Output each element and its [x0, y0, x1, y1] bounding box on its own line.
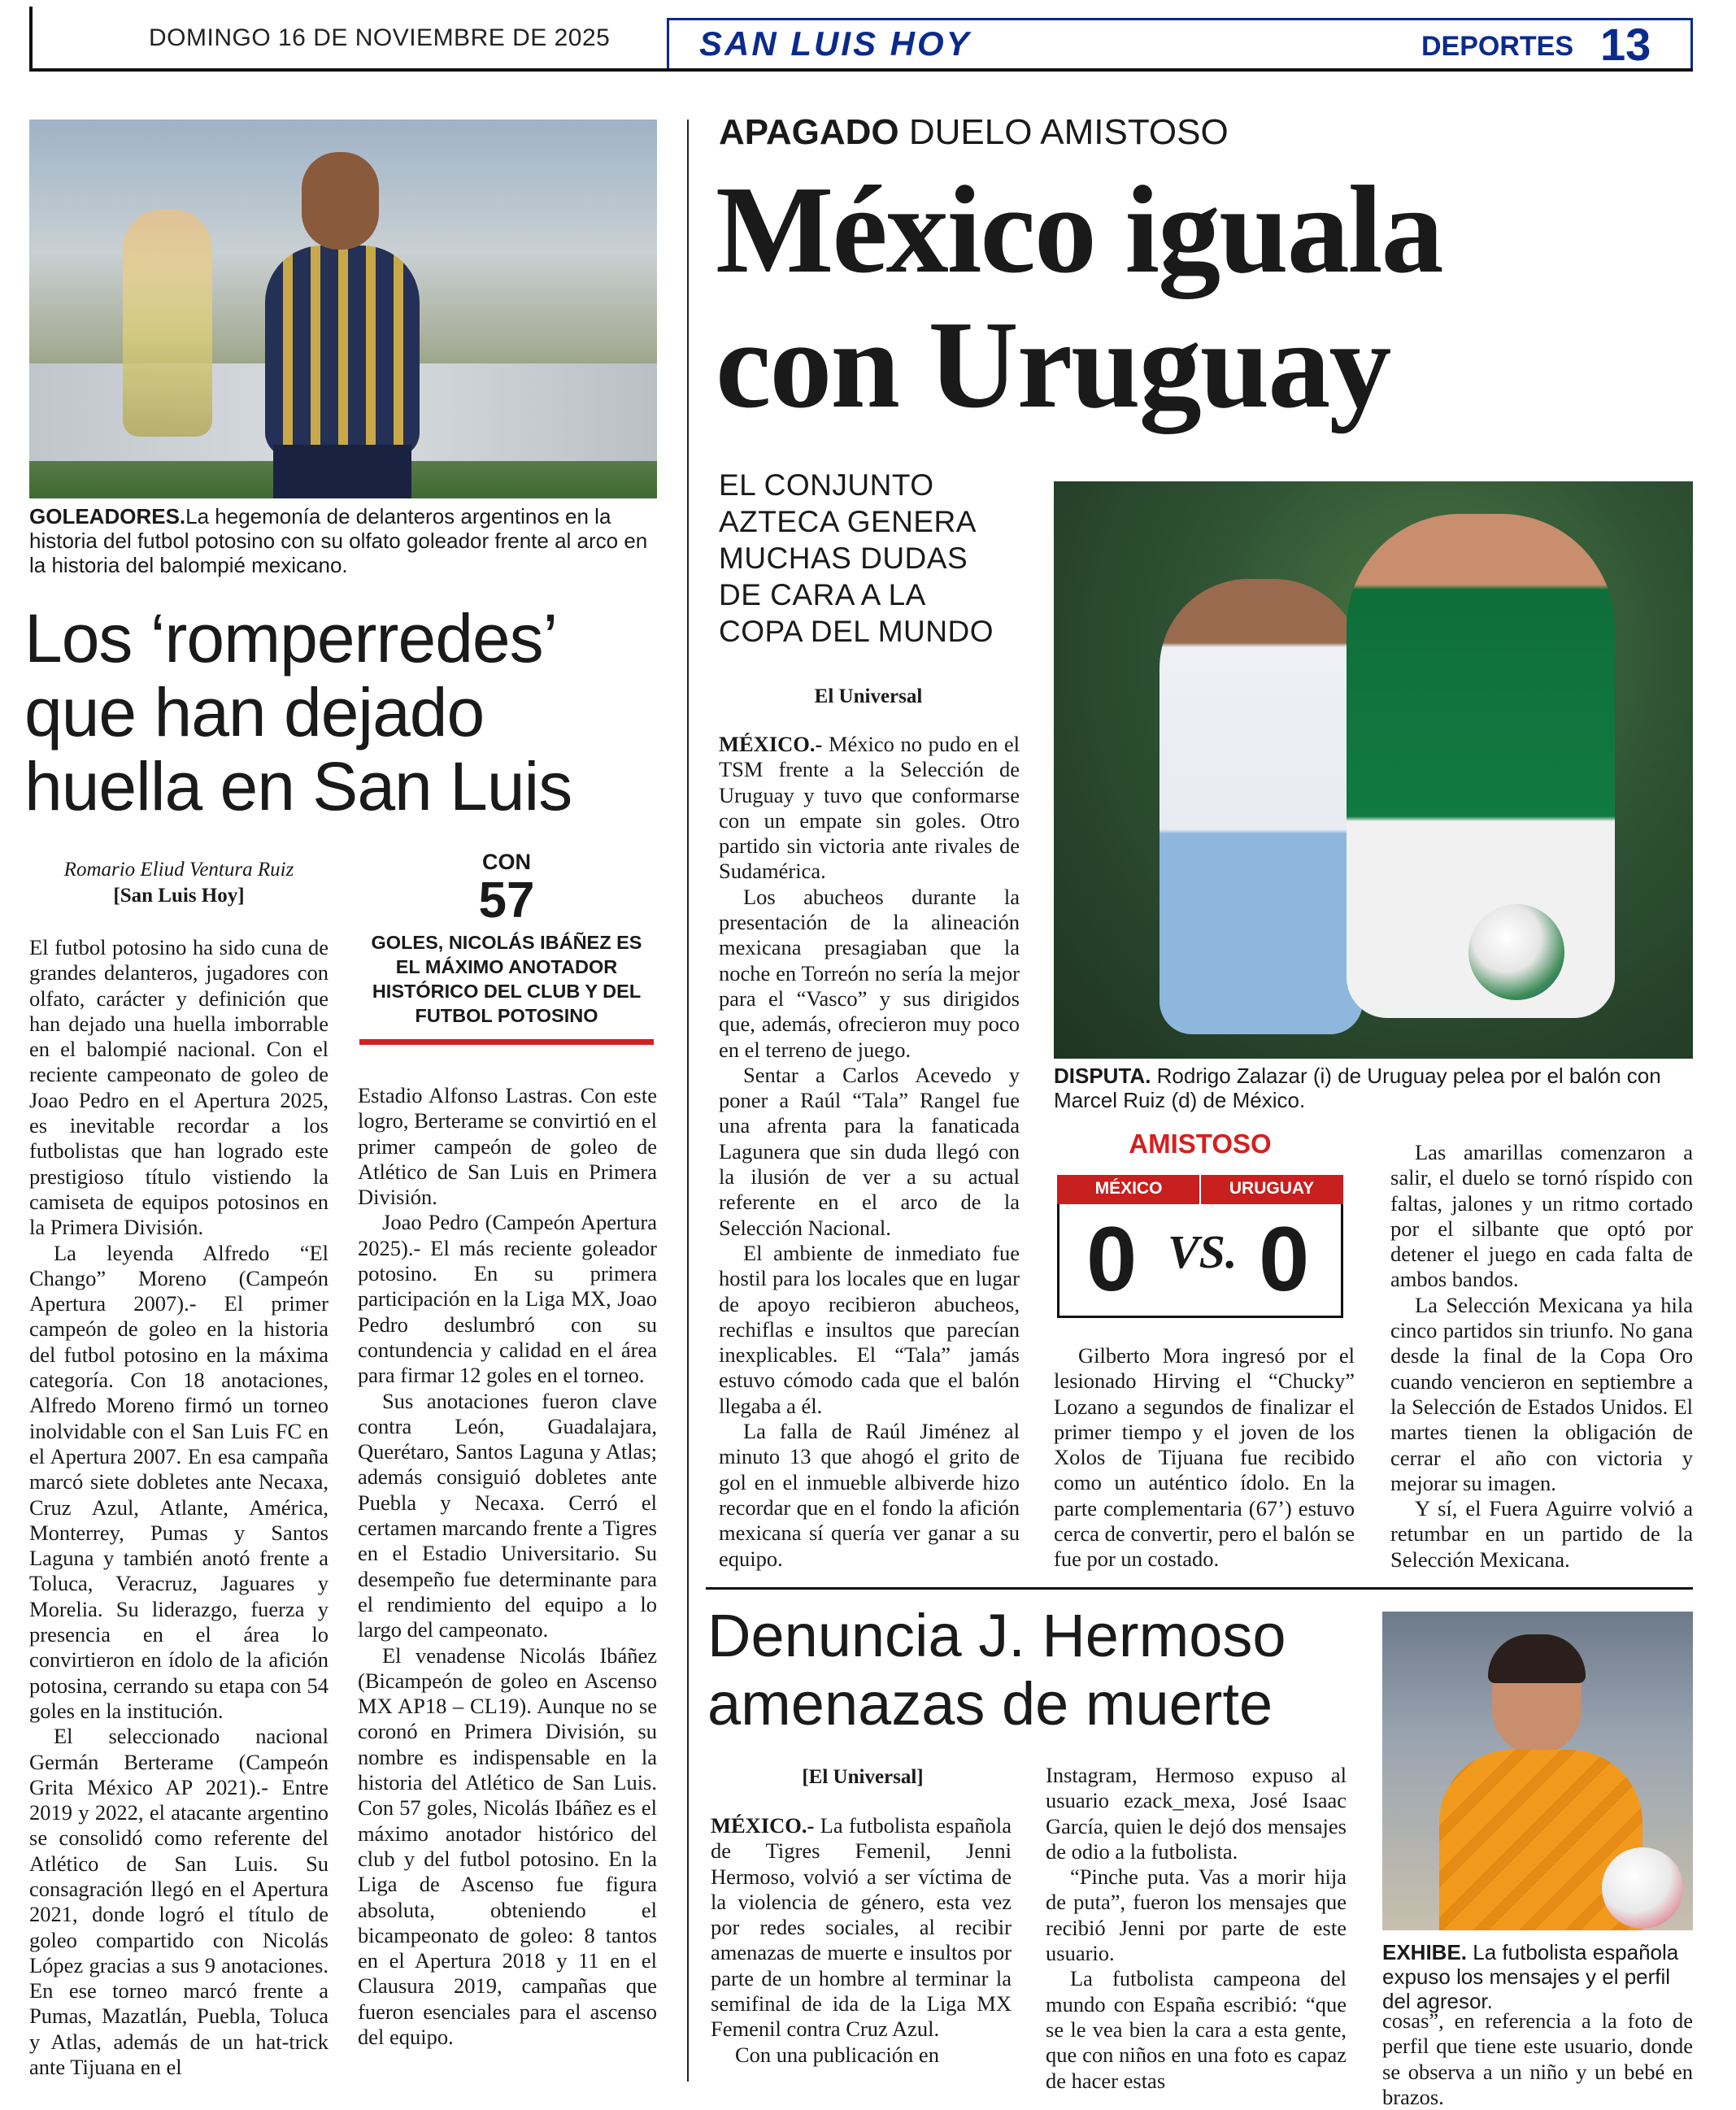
paragraph: Los abucheos durante la presentación de la alineación mexicana presagiaban que la noche en Torreón no sería la mejor para el “Vasco” y sus dirigidos que, además, ofrecieron muy poco en el terreno de juego.: [719, 884, 1020, 1062]
bottom-source: [El Universal]: [802, 1766, 924, 1788]
caption-lead: EXHIBE.: [1382, 1940, 1468, 1964]
paragraph: La Selección Mexicana ya hila cinco partidos sin triunfo. No gana desde la final de la Copa Oro cuando vencieron en septiembre a la Selección de Estados Unidos. El martes tienen la obligación de cerrar el año con victoria y mejorar su imagen.: [1390, 1292, 1693, 1495]
hermoso-photo: [1382, 1612, 1693, 1930]
section-divider: [706, 1587, 1693, 1590]
kicker-text: DUELO AMISTOSO: [908, 112, 1229, 152]
headline-line: amenazas de muerte: [707, 1670, 1273, 1738]
main-article-col2: [1054, 1343, 1355, 1571]
paragraph: [719, 732, 1020, 885]
player-right-head: [302, 152, 379, 250]
left-headline: [24, 602, 667, 824]
paragraph: Sus anotaciones fueron clave contra León, Guadalajara, Querétaro, Santos Laguna y Atlas; además consiguió dobletes ante Puebla y Necaxa. Cerró el certamen marcando frente a Tigres en el Estadio Universitario. Su desempeño fue determinante para el rendimiento del equipo a lo largo del campeonato.: [358, 1388, 657, 1642]
caption-lead: GOLEADORES.: [29, 504, 186, 529]
ball: [1602, 1847, 1683, 1929]
deck-line: MUCHAS DUDAS: [719, 542, 968, 575]
paragraph: Estadio Alfonso Lastras. Con este logro, Berterame se convirtió en el primer campeón de goleo de Atlético de San Luis en Primera División.: [358, 1083, 657, 1210]
header-date: DOMINGO 16 DE NOVIEMBRE DE 2025: [149, 24, 611, 51]
bottom-headline: [707, 1602, 1374, 1738]
paragraph: Joao Pedro (Campeón Apertura 2025).- El más reciente goleador potosino. En su primera participación en la Liga MX, Joao Pedro deslumbró con su contundencia y calidad en el área para firmar 12 goles en el torneo.: [358, 1210, 657, 1388]
goleadores-caption: [29, 504, 659, 577]
main-article-col1: [719, 732, 1020, 1573]
deck-line: AZTECA GENERA: [719, 505, 977, 538]
main-article-col3: [1390, 1140, 1693, 1571]
match-caption: [1054, 1064, 1696, 1112]
main-headline: [716, 163, 1703, 433]
stat-callout: [359, 850, 654, 1045]
uruguay-player: [1160, 579, 1363, 1034]
deck-line: DE CARA A LA: [719, 578, 926, 611]
main-source: El Universal: [814, 685, 923, 707]
goleadores-photo: [29, 120, 657, 498]
main-deck: [719, 467, 1044, 650]
section-name: DEPORTES: [1421, 31, 1574, 62]
paragraph-text: México no pudo en el TSM frente a la Selección de Uruguay y tuvo que conformarse con un empate sin goles. Otro partido sin victoria ante rivales de Sudamérica.: [719, 732, 1020, 884]
bottom-article-col1: [711, 1813, 1012, 2082]
dateline: MÉXICO.-: [719, 732, 823, 756]
team-away: URUGUAY: [1229, 1179, 1315, 1198]
left-article-col1: [29, 935, 328, 2082]
header-left-rule: [29, 7, 33, 72]
player-hair: [1488, 1634, 1586, 1683]
callout-pre: CON: [482, 850, 531, 874]
paragraph: Sentar a Carlos Acevedo y poner a Raúl “Tala” Rangel fue una afrenta para la fanaticada Lagunera que sin duda llegó con la ilusión de ver a su actual referente en el arco de la Selección Nacional.: [719, 1062, 1020, 1240]
paragraph: cosas”, en referencia a la foto de perfil que tiene este usuario, donde se observa a un niño y un bebé en brazos.: [1382, 2008, 1693, 2109]
page-number: 13: [1600, 19, 1651, 70]
paragraph: Gilberto Mora ingresó por el lesionado Hirving el “Chucky” Lozano a segundos de finalizar el primer tiempo y el joven de los Xolos de Tijuana fue recibido como un auténtico ídolo. En la parte complementaria (67’) estuvo cerca de convertir, pero el balón se fue por un costado.: [1054, 1343, 1355, 1572]
author-outlet: [San Luis Hoy]: [113, 885, 245, 907]
paragraph-text: La futbolista española de Tigres Femenil, Jenni Hermoso, volvió a ser víctima de la violencia de género, esta vez por redes sociales, al recibir amenazas de muerte e insultos por parte de un hombre al terminar la semifinal de ida de la Liga MX Femenil contra Cruz Azul.: [711, 1813, 1012, 2042]
headline-line: México iguala: [716, 161, 1442, 299]
bottom-article-col3: [1382, 2008, 1693, 2109]
deck-line: COPA DEL MUNDO: [719, 615, 994, 648]
headline-line: con Uruguay: [716, 296, 1390, 434]
bottom-article-col2: [1046, 1763, 1347, 2093]
player-right-jersey: [265, 246, 420, 457]
left-article-col2: [358, 1083, 657, 2082]
caption-lead: DISPUTA.: [1054, 1064, 1151, 1088]
paragraph: “Pinche puta. Vas a morir hija de puta”, fueron los mensajes que recibió Jenni por parte de este usuario.: [1046, 1864, 1347, 1966]
player-right-shorts: [273, 445, 411, 498]
callout-rule: [359, 1039, 654, 1045]
paragraph: El ambiente de inmediato fue hostil para los locales que en lugar de apoyo recibieron abucheos, rechiflas e insultos que parecían inexplicables. El “Tala” jamás estuvo cómodo cada que el balón llegaba a él.: [719, 1240, 1020, 1418]
headline-line: Denuncia J. Hermoso: [707, 1602, 1286, 1669]
match-photo: [1054, 481, 1693, 1059]
player-left: [123, 209, 212, 437]
paragraph: El venadense Nicolás Ibáñez (Bicampeón de goleo en Ascenso MX AP18 – CL19). Aunque no se coronó en Primera División, su nombre es indispensable en la historia del Atlético de San Luis. Con 57 goles, Nicolás Ibáñez es el máximo anotador histórico del club y del futbol potosino. En la Liga de Ascenso fue figura absoluta, obteniendo el bicampeonato de goleo: 8 tantos en el Apertura 2018 y 11 en el Clausura 2019, campañas que fueron esenciales para el ascenso del equipo.: [358, 1642, 657, 2049]
paragraph: [711, 1813, 1012, 2043]
header-rule: [29, 68, 1693, 72]
paragraph: La futbolista campeona del mundo con España escribió: “que se le vea bien la cara a esta gente, que con niños en una foto es capaz de hacer estas: [1046, 1966, 1347, 2093]
away-score: 0: [1259, 1208, 1310, 1310]
headline-line: huella en San Luis: [24, 748, 572, 824]
headline-line: que han dejado: [24, 674, 485, 750]
paragraph: Con una publicación en: [735, 2042, 939, 2067]
paragraph: Y sí, el Fuera Aguirre volvió a retumbar en un partido de la Selección Mexicana.: [1390, 1496, 1693, 1572]
scoreboard: [1057, 1129, 1343, 1328]
paragraph: La leyenda Alfredo “El Chango” Moreno (Campeón Apertura 2007).- El primer campeón de goleo en la historia del futbol potosino en la máxima categoría. Con 18 anotaciones, Alfredo Moreno firmó un torneo inolvidable con el San Luis FC en el Apertura 2007. En esa campaña marcó siete dobletes ante Necaxa, Cruz Azul, Atlante, América, Monterrey, Pumas y Santos Laguna y también anotó frente a Toluca, Veracruz, Jaguares y Morelia. Su liderazgo, fuerza y presencia en el área lo convirtieron en ídolo de la afición potosina, cerrando su etapa con 54 goles en la institución.: [29, 1240, 328, 1723]
caption-text: La futbolista española expuso los mensajes y el perfil del agresor.: [1382, 1940, 1679, 2013]
vs-label: VS.: [1168, 1225, 1238, 1278]
headline-line: Los ‘romperredes’: [24, 600, 558, 677]
kicker-bold: APAGADO: [719, 112, 899, 152]
callout-text: GOLES, NICOLÁS IBÁÑEZ ES EL MÁXIMO ANOTADOR HISTÓRICO DEL CLUB Y DEL FUTBOL POTOSINO: [371, 932, 642, 1026]
caption-text: Rodrigo Zalazar (i) de Uruguay pelea por el balón con Marcel Ruiz (d) de México.: [1054, 1064, 1661, 1112]
dateline: MÉXICO.-: [711, 1813, 815, 1838]
page-header: [0, 0, 1736, 77]
caption-text: La hegemonía de delanteros argentinos en la historia del futbol potosino con su olfato goleador frente al arco en la historia del balompié mexicano.: [29, 504, 648, 577]
home-score: 0: [1086, 1208, 1138, 1310]
soccer-ball: [1468, 904, 1564, 1000]
scoreboard-title: AMISTOSO: [1129, 1129, 1272, 1159]
paragraph: Instagram, Hermoso expuso al usuario ezack_mexa, José Isaac García, quien le dejó dos mensajes de odio a la futbolista.: [1046, 1763, 1347, 1864]
author: Romario Eliud Ventura Ruiz: [63, 859, 294, 881]
team-home: MÉXICO: [1094, 1179, 1163, 1198]
paragraph: La falla de Raúl Jiménez al minuto 13 que ahogó el grito de gol en el inmueble albiverde hizo recordar que en el fondo la afición mexicana sí quería ver ganar a su equipo.: [719, 1419, 1020, 1571]
callout-number: 57: [478, 872, 535, 929]
kicker: [719, 112, 1229, 153]
paragraph: Las amarillas comenzaron a salir, el duelo se tornó ríspido con faltas, jalones y un ritmo cortado por el silbante que optó por detener el juego en cada falta de ambos bandos.: [1390, 1140, 1693, 1292]
hermoso-caption: [1382, 1940, 1693, 2013]
deck-line: EL CONJUNTO: [719, 468, 934, 502]
paragraph: El seleccionado nacional Germán Berterame (Campeón Grita México AP 2021).- Entre 2019 y 2022, el atacante argentino se consolidó como referente del Atlético de San Luis. Su consagración llegó en el Apertura 2021, donde logró el título de goleo compartido con Nicolás López gracias a sus 9 anotaciones. En ese torneo marcó frente a Pumas, Mazatlán, Puebla, Toluca y Atlas, además de un hat-trick ante Tijuana en el: [29, 1724, 328, 2080]
column-divider: [687, 120, 689, 2082]
newspaper-name: SAN LUIS HOY: [699, 24, 972, 63]
paragraph: El futbol potosino ha sido cuna de grandes delanteros, jugadores con olfato, carácter y definición que han dejado una huella imborrable en el balompié nacional. Con el reciente campeonato de goleo de Joao Pedro en el Apertura 2025, es inevitable recordar a los futbolistas que han logrado este prestigioso título vistiendo la camiseta de equipos potosinos en la Primera División.: [29, 935, 328, 1240]
